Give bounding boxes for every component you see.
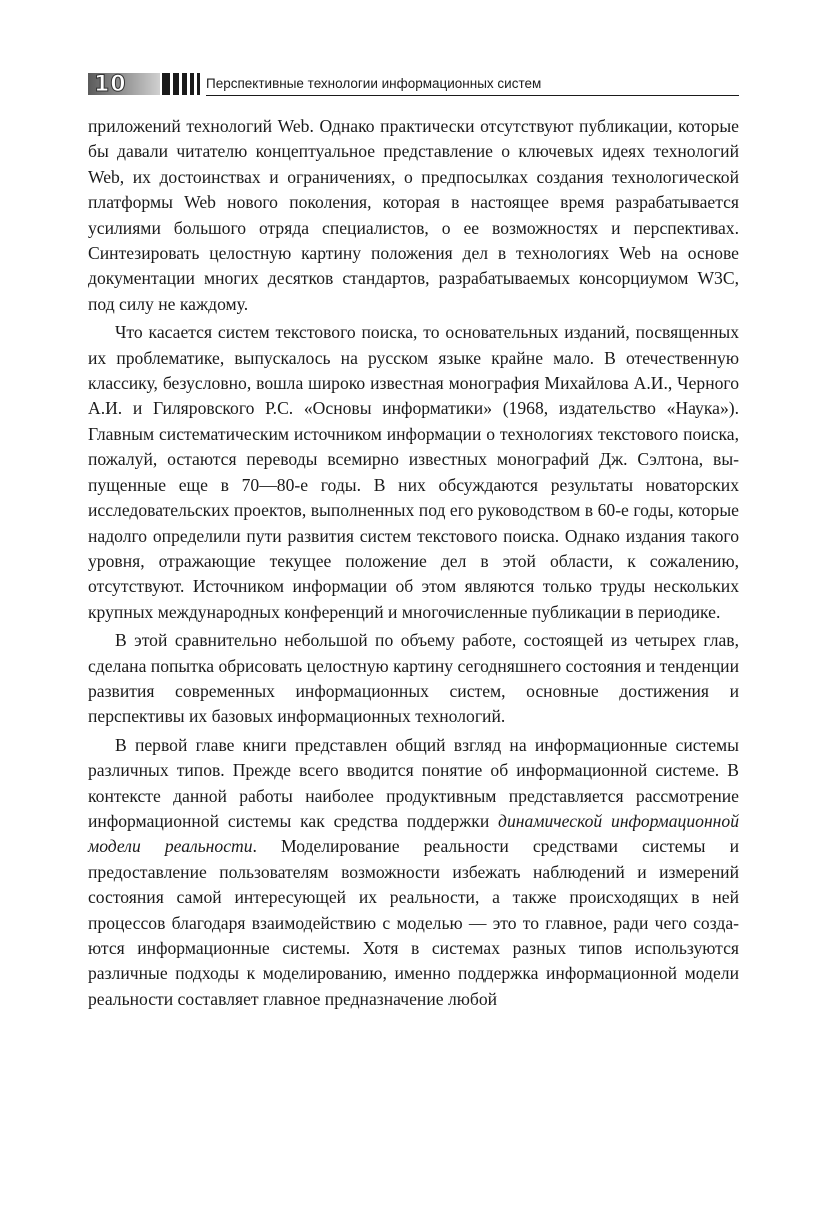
header-bar <box>162 73 170 95</box>
running-title: Перспективные технологии информационных систем <box>206 73 739 96</box>
page-body <box>88 114 739 1012</box>
running-header <box>88 72 739 96</box>
paragraph-2: Что касается систем текстового поиска, то основательных изданий, посвященных их проблематике, выпускалось на русском языке крайне мало. В отечественную классику, безусловно, вошла широко известная монография Михайлова А.И., Черного А.И. и Гиляровского Р.С. «Основы информатики» (1968, издательство «Наука»). Главным систематическим источником информации о технологиях текстового поиска, пожалуй, остаются переводы всемирно известных монографий Дж. Сэлтона, выпущенные еще в 70—80-е годы. В них обсуждаются результаты новаторских исследовательских проектов, выполненных под его руководством в 60-е годы, которые надолго определили пути развития систем текстового поиска. Однако издания такого уровня, отражающие текущее положение дел в этой области, к сожалению, отсутствуют. Источником информации об этом являются только труды нескольких крупных международных конференций и многочисленные публикации в периодике. <box>88 322 739 622</box>
page-number: 10 <box>88 73 160 95</box>
paragraph-4-text-after: . Моделирование реальности средствами системы и предоставление пользователям возможности избежать наблюдений и измерений состояния самой интересующей их реальности, а также происходящих в ней процессов благодаря взаимодействию с моделью — это то главное, ради чего создаются информационные системы. Хотя в системах разных типов используются различные подходы к моделированию, именно поддержка информационной модели реальности составляет главное предназначение любой <box>88 836 739 1009</box>
header-decoration-bars <box>162 73 206 95</box>
header-bar <box>182 73 187 95</box>
paragraph-1: приложений технологий Web. Однако практически отсутствуют публикации, которые бы давали читателю концептуальное представление о ключевых идеях технологий Web, их достоинствах и ограничениях, о предпосылках создания технологической платформы Web нового поколения, которая в настоящее время разрабатывается усилиями большого отряда специалистов, о ее возможностях и перспективах. Синтезировать целостную картину положения дел в технологиях Web на основе документации многих десятков стандартов, разрабатываемых консорциумом W3C, под силу не каждому. <box>88 116 739 314</box>
paragraph-4-text-before: В первой главе книги представлен общий взгляд на информационные системы различных типов. Прежде всего вводится понятие об информационной системе. В контексте данной работы наиболее продуктивным представляется рассмотрение информационной системы как средства поддержки <box>88 734 739 831</box>
header-bar <box>190 73 194 95</box>
paragraph-4 <box>88 733 739 1012</box>
header-bar <box>173 73 179 95</box>
paragraph-3: В этой сравнительно небольшой по объему работе, состоящей из четырех глав, сделана попытка обрисовать целостную картину сегодняшнего состояния и тенденции развития современных информационных систем, основные достижения и перспективы их базовых информационных технологий. <box>88 630 739 727</box>
emphasized-term: динамической информационной модели реальности <box>88 810 739 857</box>
header-bar <box>197 73 200 95</box>
